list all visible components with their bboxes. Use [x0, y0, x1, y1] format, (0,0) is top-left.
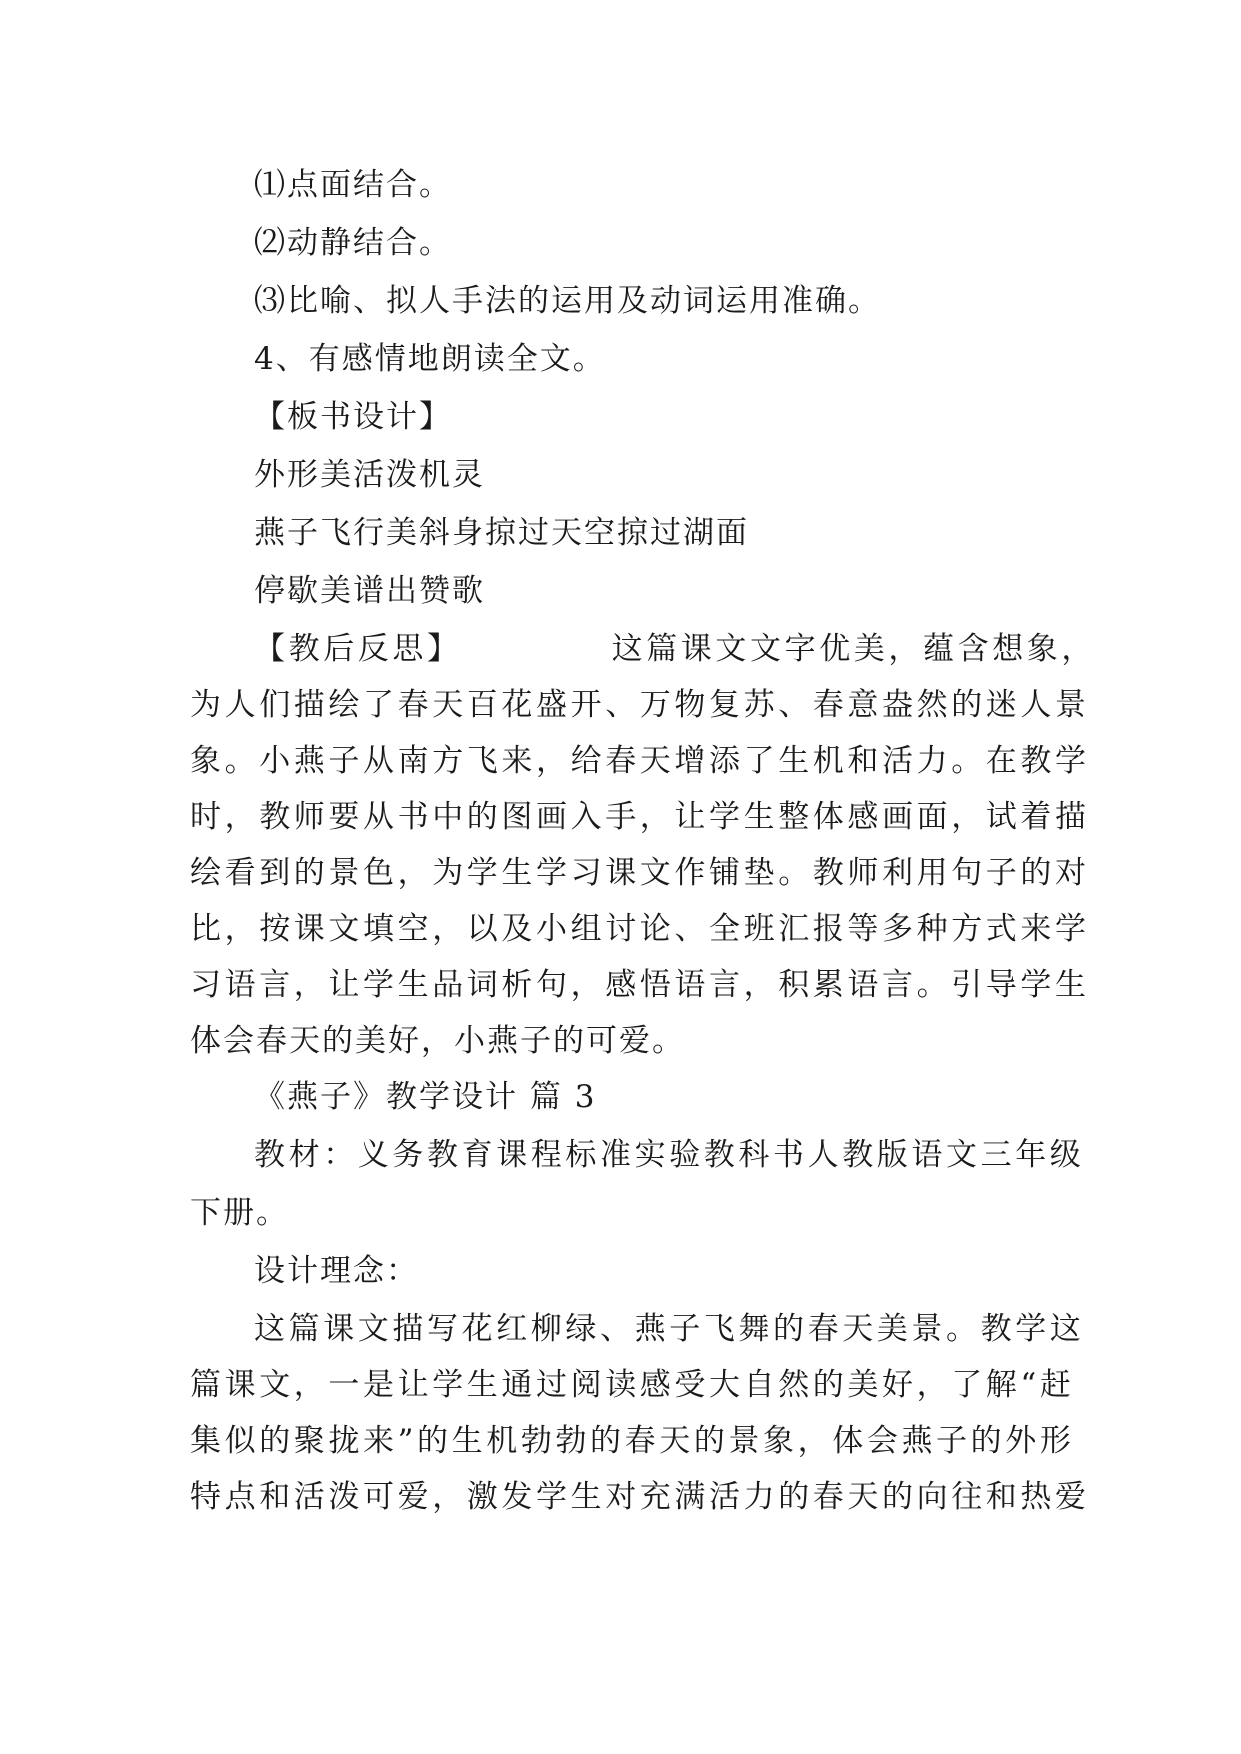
list-item-1: ⑴点面结合。: [254, 167, 452, 203]
concept-heading: 设计理念：: [254, 1253, 419, 1289]
reflection-line-2: 为人们描绘了春天百花盛开、万物复苏、春意盎然的迷人景: [190, 687, 1090, 723]
material-line-2: 下册。: [190, 1195, 289, 1231]
board-line-1: 外形美活泼机灵: [254, 457, 485, 493]
reflection-line-5: 绘看到的景色，为学生学习课文作铺垫。教师利用句子的对: [190, 855, 1090, 891]
board-line-3: 停歇美谱出赞歌: [254, 573, 485, 609]
reflection-line-3: 象。小燕子从南方飞来，给春天增添了生机和活力。在教学: [190, 743, 1090, 779]
reflection-first-line: [254, 629, 1124, 669]
board-design-heading: 【板书设计】: [254, 399, 452, 435]
concept-line-2: 篇课文，一是让学生通过阅读感受大自然的美好，了解“赶: [190, 1367, 1075, 1403]
list-item-4: 4、有感情地朗读全文。: [254, 341, 606, 377]
material-line-1: 教材：义务教育课程标准实验教科书人教版语文三年级: [254, 1137, 1085, 1173]
concept-line-1: 这篇课文描写花红柳绿、燕子飞舞的春天美景。教学这: [254, 1311, 1085, 1347]
board-line-2: 燕子飞行美斜身掠过天空掠过湖面: [254, 515, 749, 551]
list-item-3: ⑶比喻、拟人手法的运用及动词运用准确。: [254, 283, 881, 319]
reflection-line-4: 时，教师要从书中的图画入手，让学生整体感画面，试着描: [190, 799, 1090, 835]
list-item-2: ⑵动静结合。: [254, 225, 452, 261]
section-title: 《燕子》教学设计 篇 3: [254, 1079, 597, 1115]
concept-line-3: 集似的聚拢来”的生机勃勃的春天的景象，体会燕子的外形: [190, 1423, 1075, 1459]
reflection-heading: 【教后反思】: [254, 631, 462, 667]
concept-line-4: 特点和活泼可爱，激发学生对充满活力的春天的向往和热爱: [190, 1479, 1090, 1515]
reflection-line-8: 体会春天的美好，小燕子的可爱。: [190, 1023, 685, 1059]
reflection-line-1: 这篇课文文字优美，蕴含想象，: [611, 631, 1097, 667]
reflection-line-6: 比，按课文填空，以及小组讨论、全班汇报等多种方式来学: [190, 911, 1090, 947]
reflection-line-7: 习语言，让学生品词析句，感悟语言，积累语言。引导学生: [190, 967, 1090, 1003]
